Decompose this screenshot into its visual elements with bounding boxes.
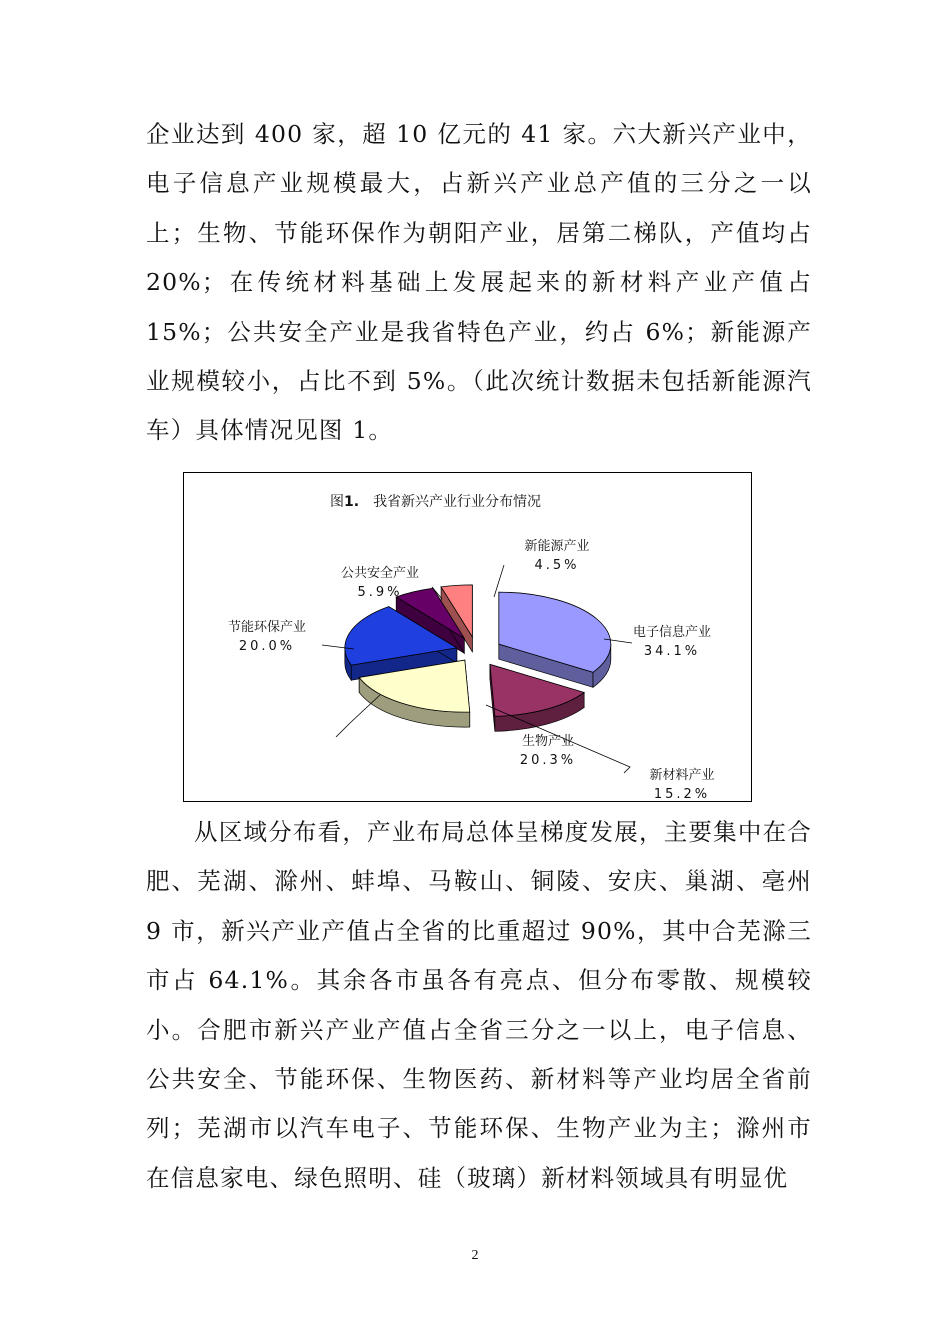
chart-title-number: 1.: [344, 494, 360, 510]
slice-value-label-biology: 20.3%: [519, 753, 577, 768]
chart-title-prefix: 图: [330, 494, 344, 510]
slice-name-label-electronic-info: 电子信息产业: [632, 625, 712, 640]
slice-value-label-electronic-info: 34.1%: [643, 644, 701, 659]
slice-name-label-public-safety: 公共安全产业: [340, 566, 420, 581]
slice-name-label-new-energy: 新能源产业: [524, 539, 590, 554]
pie-chart-canvas: [184, 473, 753, 803]
page-number: 2: [471, 1248, 479, 1263]
slice-value-label-new-materials: 15.2%: [653, 787, 711, 802]
chart-title: 我省新兴产业行业分布情况: [373, 494, 542, 510]
slice-name-label-energy-saving: 节能环保产业: [227, 620, 307, 635]
figure-1-pie-chart: [183, 472, 752, 802]
slice-value-label-energy-saving: 20.0%: [238, 639, 296, 654]
slice-name-label-biology: 生物产业: [521, 734, 575, 749]
slice-value-label-new-energy: 4.5%: [534, 558, 580, 573]
svg-text:图1.我省新兴产业行业分布情况: [330, 493, 541, 510]
body-paragraph-2: 从区域分布看，产业布局总体呈梯度发展，主要集中在合肥、芜湖、滁州、蚌埠、马鞍山、铜陵、安庆、巢湖、亳州 9 市，新兴产业产值占全省的比重超过 90%，其中合芜滁三市占 64.1%。其余各市虽各有亮点、但分布零散、规模较小。合肥市新兴产业产值占全省三分之一以上，电子信息、公共安全、节能环保、生物医药、新材料等产业均居全省前列；芜湖市以汽车电子、节能环保、生物产业为主；滁州市在信息家电、绿色照明、硅（玻璃）新材料领域具有明显优: [146, 818, 812, 1192]
leader-line-biology: [336, 695, 380, 737]
body-paragraph-1: 企业达到 400 家，超 10 亿元的 41 家。六大新兴产业中，电子信息产业规模最大，占新兴产业总产值的三分之一以上；生物、节能环保作为朝阳产业，居第二梯队，产值均占 20%；在传统材料基础上发展起来的新材料产业产值占 15%；公共安全产业是我省特色产业，约占 6%；新能源产业规模较小，占比不到 5%。（此次统计数据未包括新能源汽车）具体情况见图 1。: [146, 120, 812, 445]
slice-name-label-new-materials: 新材料产业: [649, 768, 715, 783]
slice-value-label-public-safety: 5.9%: [357, 585, 403, 600]
